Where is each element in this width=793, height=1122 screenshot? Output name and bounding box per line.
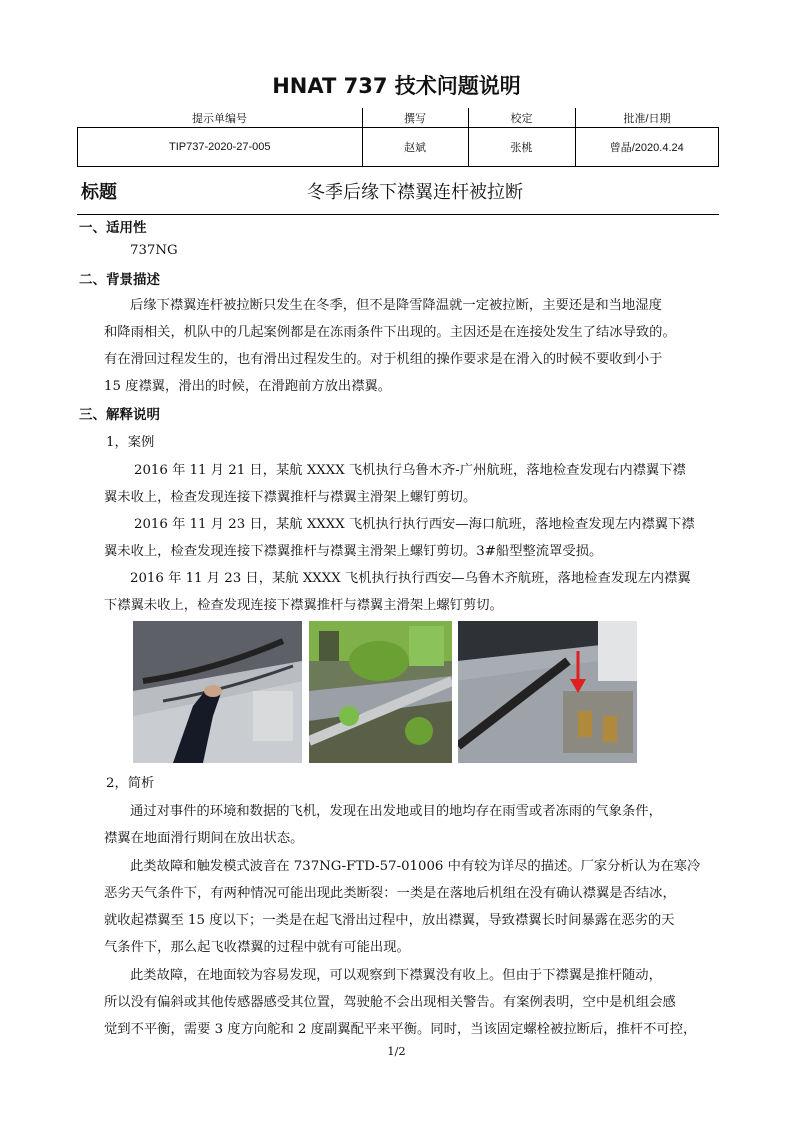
- subject-text: 冬季后缘下襟翼连杆被拉断: [307, 182, 523, 203]
- analysis-line: 襟翼在地面滑行期间在放出状态。: [104, 831, 304, 846]
- header-reviewer: 校定: [468, 108, 575, 128]
- document-title: HNAT 737 技术问题说明: [272, 74, 521, 98]
- section-explanation: 三、解释说明: [79, 407, 160, 423]
- background-line: 有在滑回过程发生的，也有滑出过程发生的。对于机组的操作要求是在滑入的时候不要收到小于: [104, 352, 663, 367]
- photo-flap-linkage-2: [309, 621, 452, 763]
- subject-row: [77, 176, 719, 215]
- applicability-text: 737NG: [130, 243, 178, 258]
- value-author: 赵斌: [362, 128, 468, 167]
- background-line: 和降雨相关，机队中的几起案例都是在冻雨条件下出现的。主因还是在连接处发生了结冰导致的。: [104, 325, 676, 340]
- analysis-heading: 2，简析: [106, 776, 155, 791]
- case-line: 翼未收上，检查发现连接下襟翼推杆与襟翼主滑架上螺钉剪切。: [104, 490, 477, 505]
- header-approval-date: 批准/日期: [575, 108, 719, 128]
- value-tip-number: TIP737-2020-27-005: [78, 128, 363, 167]
- table-value-row: [78, 128, 719, 167]
- case-line: 2016 年 11 月 23 日，某航 XXXX 飞机执行执行西安—海口航班，落地检查发现左内襟翼下襟: [134, 517, 695, 532]
- section-applicability: 一、适用性: [79, 220, 147, 236]
- document-info-table: [77, 108, 719, 167]
- case-line: 下襟翼未收上，检查发现连接下襟翼推杆与襟翼主滑架上螺钉剪切。: [104, 598, 503, 613]
- subject-label: 标题: [81, 182, 117, 203]
- table-header-row: [78, 108, 719, 128]
- case-line: 2016 年 11 月 23 日，某航 XXXX 飞机执行执行西安—乌鲁木齐航班，落地检查发现左内襟翼: [130, 571, 691, 586]
- analysis-line: 此类故障，在地面较为容易发现，可以观察到下襟翼没有收上。但由于下襟翼是推杆随动，: [130, 968, 662, 983]
- photo-sheared-bolts: [458, 621, 637, 763]
- analysis-line: 就收起襟翼至 15 度以下；一类是在起飞滑出过程中，放出襟翼，导致襟翼长时间暴露在恶劣的天: [104, 913, 675, 928]
- analysis-line: 觉到不平衡，需要 3 度方向舵和 2 度副翼配平来平衡。同时，当该固定螺栓被拉断后，推杆不可控，: [104, 1022, 697, 1037]
- header-tip-number: 提示单编号: [78, 108, 363, 128]
- header-author: 撰写: [362, 108, 468, 128]
- case-line: 翼未收上，检查发现连接下襟翼推杆与襟翼主滑架上螺钉剪切。3#船型整流罩受损。: [104, 544, 603, 559]
- analysis-line: 恶劣天气条件下，有两种情况可能出现此类断裂：一类是在落地后机组在没有确认襟翼是否结冰，: [104, 886, 676, 901]
- background-line: 15 度襟翼，滑出的时候，在滑跑前方放出襟翼。: [104, 379, 392, 394]
- case-heading: 1，案例: [106, 435, 155, 450]
- value-approval-date: 曾晶/2020.4.24: [575, 128, 719, 167]
- case-line: 2016 年 11 月 21 日，某航 XXXX 飞机执行乌鲁木齐-广州航班，落地检查发现右内襟翼下襟: [134, 463, 686, 478]
- analysis-line: 所以没有偏斜或其他传感器感受其位置，驾驶舱不会出现相关警告。有案例表明，空中是机组会感: [104, 995, 676, 1010]
- page-number: 1/2: [387, 1044, 406, 1058]
- value-reviewer: 张桃: [468, 128, 575, 167]
- analysis-line: 气条件下，那么起飞收襟翼的过程中就有可能出现。: [104, 940, 410, 955]
- analysis-line: 此类故障和触发模式波音在 737NG-FTD-57-01006 中有较为详尽的描述。厂家分析认为在寒冷: [130, 859, 701, 874]
- section-background: 二、背景描述: [79, 272, 160, 288]
- background-line: 后缘下襟翼连杆被拉断只发生在冬季，但不是降雪降温就一定被拉断，主要还是和当地湿度: [130, 298, 662, 313]
- analysis-line: 通过对事件的环境和数据的飞机，发现在出发地或目的地均存在雨雪或者冻雨的气象条件，: [130, 804, 662, 819]
- photo-flap-linkage-1: [133, 621, 302, 763]
